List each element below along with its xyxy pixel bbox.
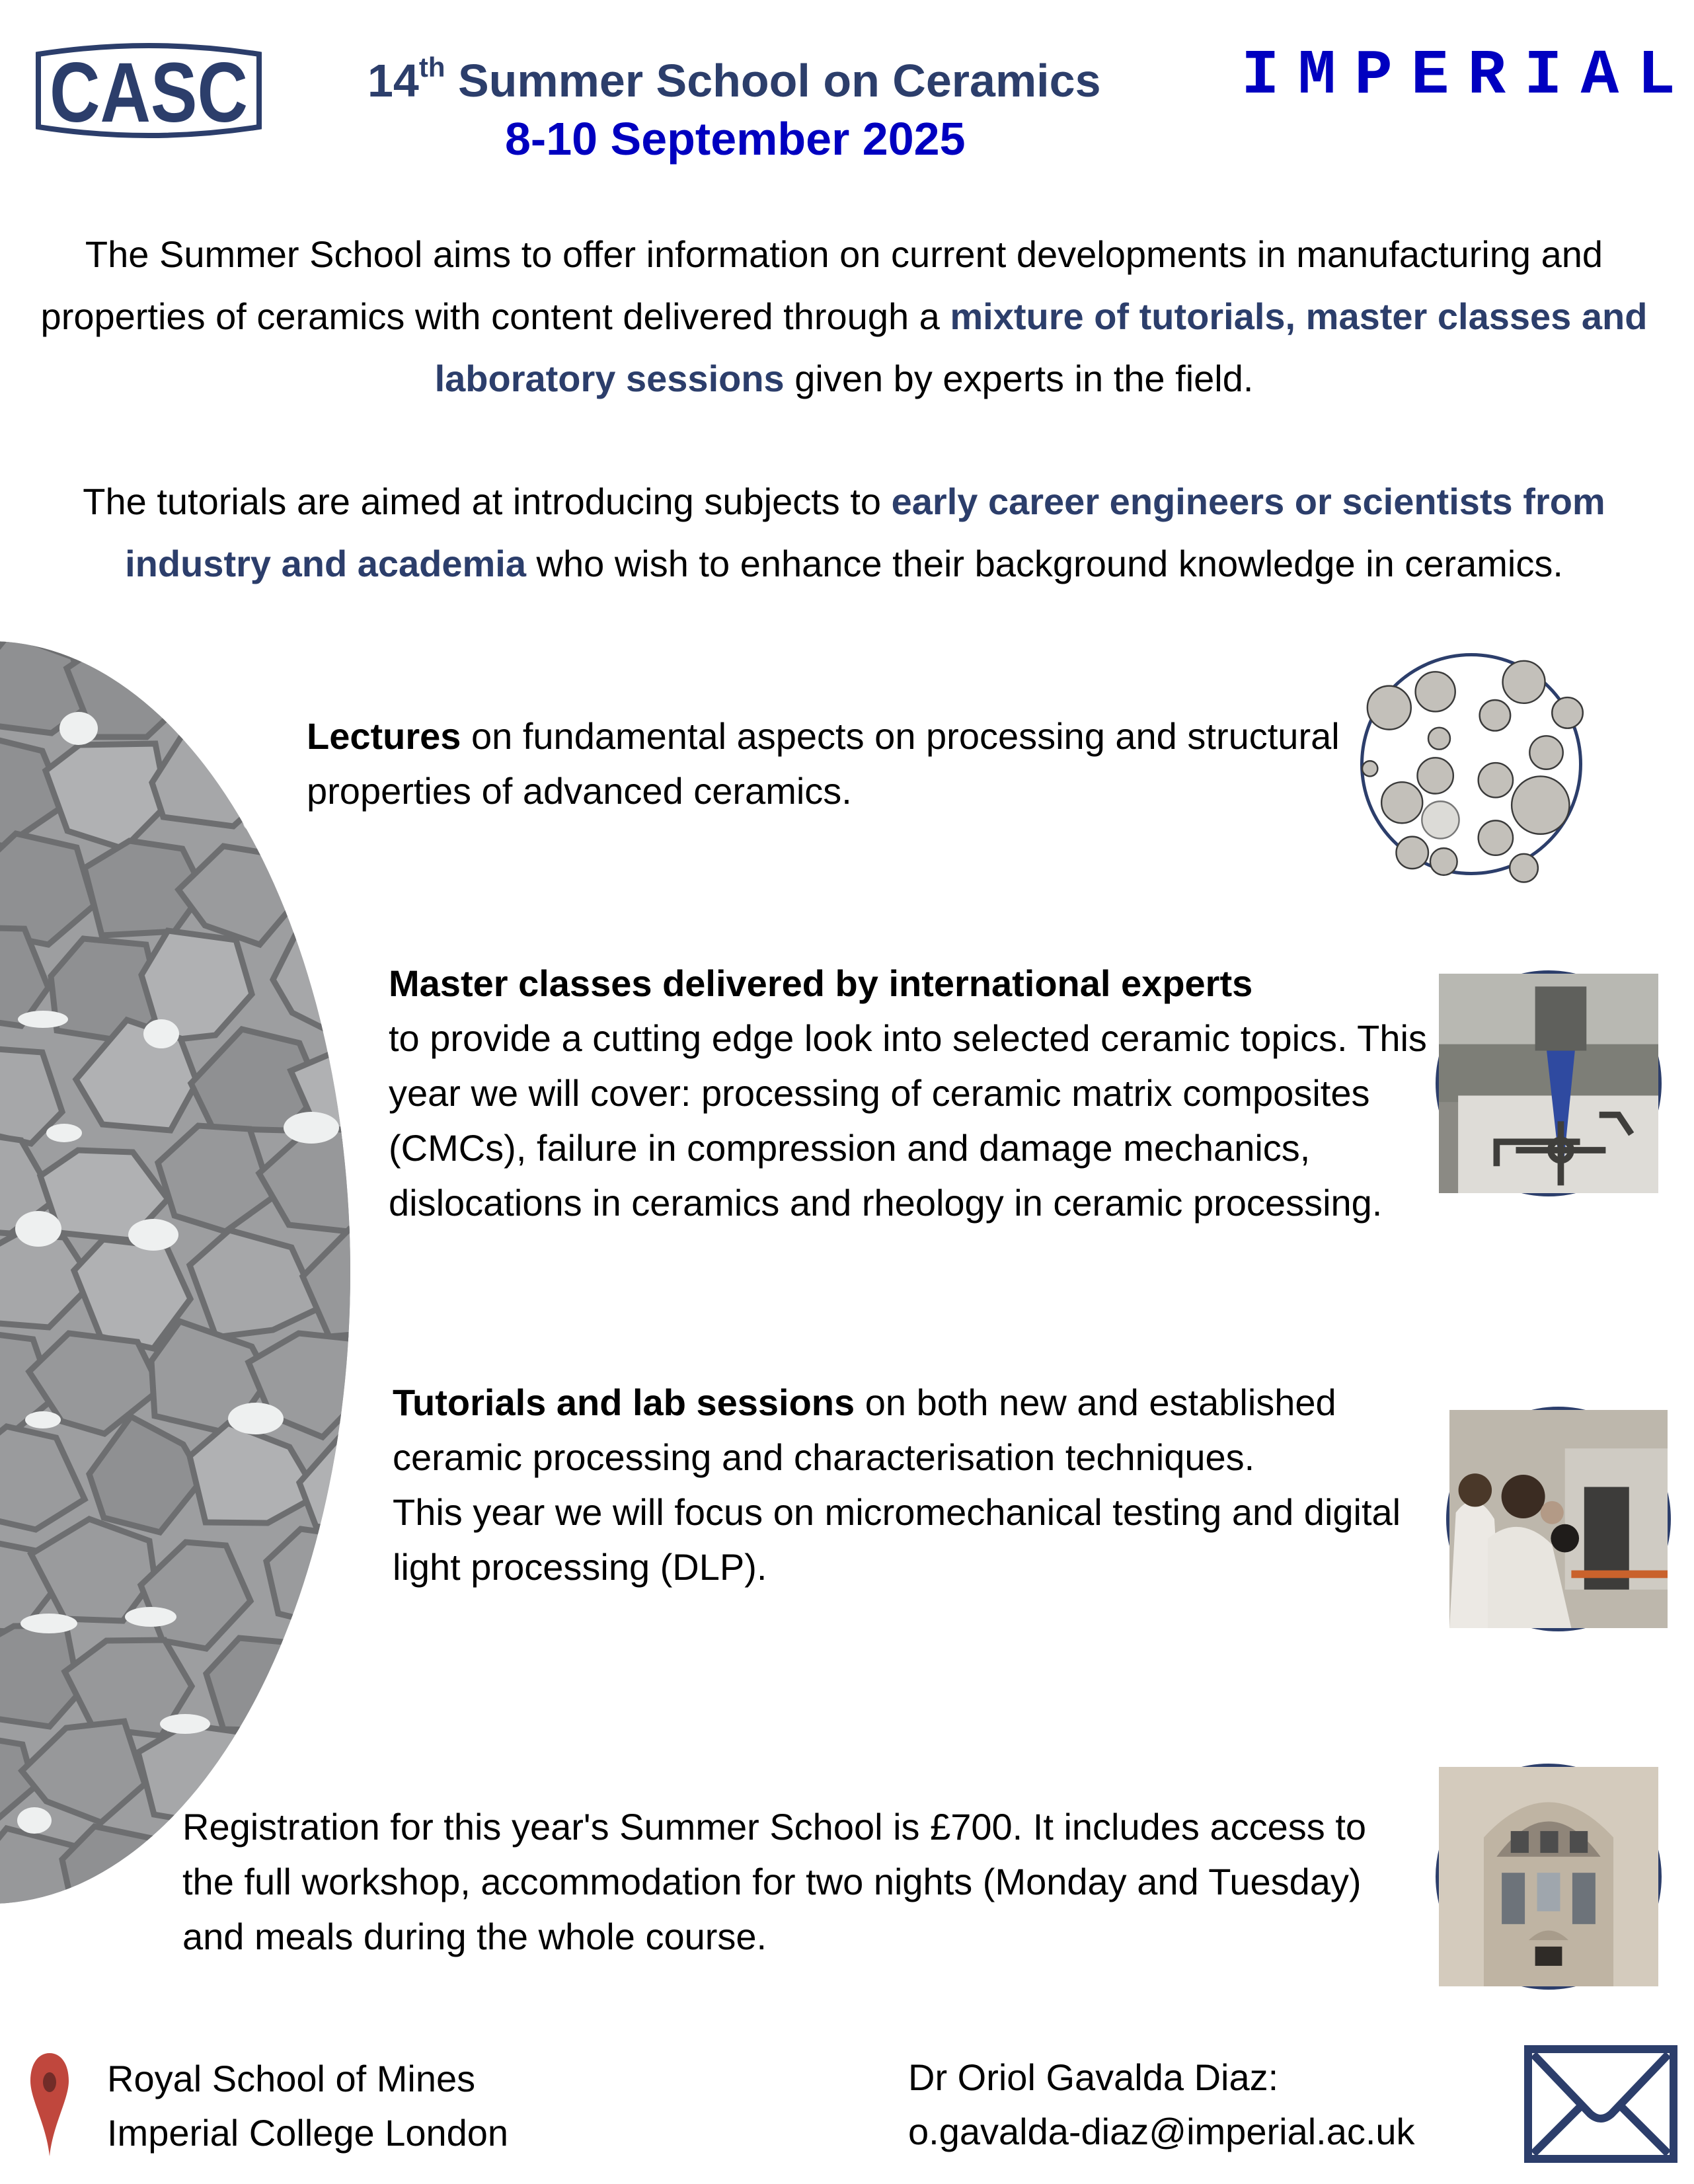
intro-2-text-b: who wish to enhance their background knowledge in ceramics.	[526, 543, 1563, 584]
master-classes-heading: Master classes delivered by international experts	[389, 962, 1253, 1004]
title-number: 14	[367, 55, 419, 106]
grain-boundary-highlight	[125, 1607, 176, 1627]
map-pin-icon	[29, 2052, 70, 2158]
grain-cell	[206, 1638, 320, 1731]
grain-cell	[266, 1529, 380, 1632]
tutorials-focus-text: This year we will focus on micromechanical testing and digital light processing (DLP).	[393, 1491, 1401, 1588]
grain-boundary-highlight	[20, 1614, 77, 1633]
contact-name: Dr Oriol Gavalda Diaz:	[908, 2056, 1279, 2098]
grain-boundary-highlight	[59, 712, 98, 745]
grain-boundary-highlight	[351, 1603, 400, 1628]
grain-boundary-highlight	[63, 1914, 106, 1932]
master-classes-section	[389, 956, 1459, 1230]
event-dates: 8-10 September 2025	[505, 113, 966, 165]
title-text: Summer School on Ceramics	[445, 55, 1101, 106]
registration-section: Registration for this year's Summer School is £700. It includes access to the full workshop, accommodation for two nights (Monday and Tuesday) and meals during the whole course.	[182, 1806, 1367, 1957]
grain-cell	[312, 1641, 436, 1741]
intro-1-text-a: The Summer School aims to offer information on current developments in manufacturing and properties of ceramics with content delivered through a	[40, 233, 1603, 337]
intro-2-text-a: The tutorials are aimed at introducing subjects to	[83, 481, 892, 522]
intro-paragraph-2	[13, 471, 1675, 595]
tutorials-section	[393, 1375, 1450, 1594]
grain-boundary-highlight	[17, 1807, 52, 1834]
lab-session-photo	[1446, 1407, 1671, 1631]
grain-boundary-highlight	[143, 1019, 179, 1048]
event-title	[367, 51, 1101, 107]
intro-1-highlight: mixture of tutorials, master classes and laboratory sessions	[434, 295, 1648, 399]
title-ordinal: th	[418, 51, 445, 83]
envelope-icon[interactable]	[1524, 2045, 1677, 2163]
casc-logo-text: CASC	[50, 46, 248, 140]
lectures-section	[307, 709, 1351, 818]
tutorials-heading: Tutorials and lab sessions	[393, 1382, 855, 1423]
contact-info	[908, 2050, 1415, 2159]
intro-2-highlight: early career engineers or scientists from industry and academia	[125, 481, 1605, 584]
grain-boundary-highlight	[15, 1211, 61, 1247]
grain-microstructure-illustration	[0, 641, 350, 1904]
master-classes-text: to provide a cutting edge look into selected ceramic topics. This year we will cover: processing of ceramic matrix composites (CMCs), failure in compression and damage mechanics, dislocations in ceramics and rheology in ceramic processing.	[389, 1017, 1427, 1224]
imperial-logo: IMPERIAL	[1241, 40, 1694, 112]
grain-boundary-highlight	[407, 1314, 439, 1341]
address-line-2: Imperial College London	[107, 2112, 509, 2154]
grain-boundary-highlight	[160, 1714, 210, 1734]
venue-address	[107, 2052, 508, 2160]
grain-cell	[183, 635, 303, 744]
grain-boundary-highlight	[228, 1403, 284, 1434]
lectures-text: on fundamental aspects on processing and structural properties of advanced ceramics.	[307, 715, 1340, 812]
casc-logo	[34, 41, 263, 140]
grain-boundary-highlight	[243, 811, 288, 835]
grain-boundary-highlight	[25, 1411, 61, 1428]
grain-boundary-highlight	[46, 1124, 82, 1142]
ceramic-particles-illustration	[1360, 653, 1582, 875]
intro-paragraph-1	[13, 223, 1675, 410]
royal-school-of-mines-building-photo	[1436, 1764, 1662, 1990]
grain-boundary-highlight	[284, 1112, 339, 1144]
grain-cell	[62, 1826, 175, 1924]
contact-email[interactable]: o.gavalda-diaz@imperial.ac.uk	[908, 2111, 1415, 2152]
3d-printing-nozzle-photo	[1436, 970, 1662, 1196]
grain-boundary-highlight	[128, 1219, 178, 1251]
grain-cell	[295, 834, 423, 934]
lectures-heading: Lectures	[307, 715, 461, 757]
grain-boundary-highlight	[18, 1011, 68, 1028]
address-line-1: Royal School of Mines	[107, 2058, 476, 2099]
tutorials-text: on both new and established ceramic processing and characterisation techniques.	[393, 1382, 1336, 1478]
intro-1-text-b: given by experts in the field.	[784, 358, 1254, 399]
